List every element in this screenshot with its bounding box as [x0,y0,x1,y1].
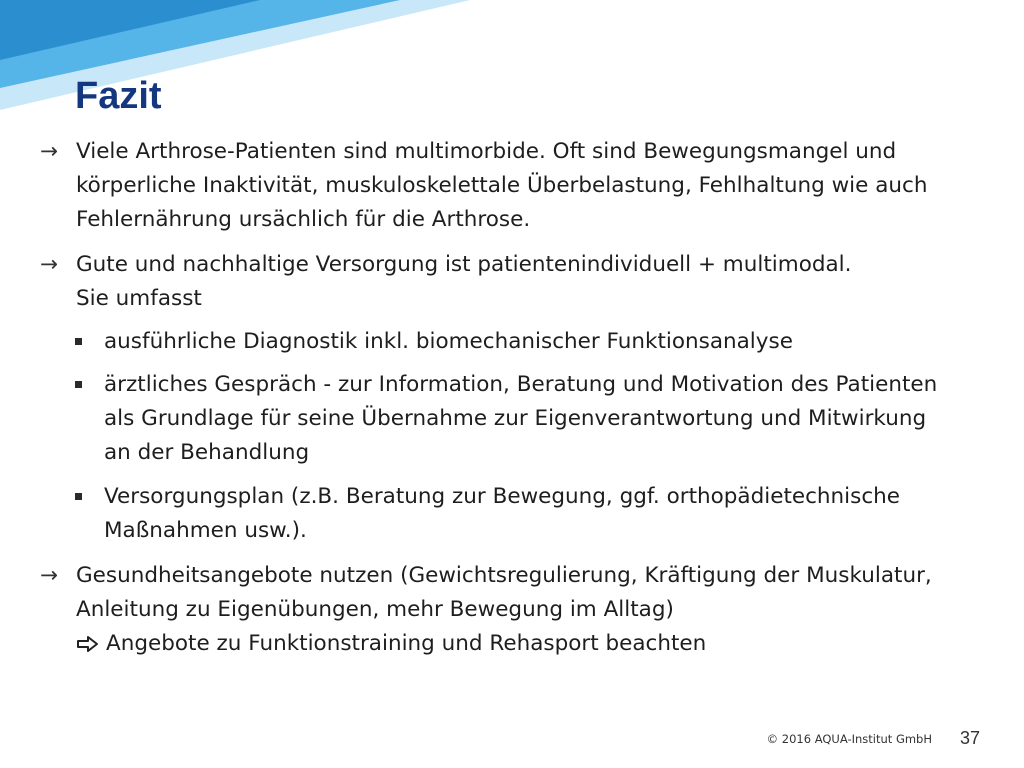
bullet-1-line-3: Fehlernährung ursächlich für die Arthrose. [76,207,531,232]
outline-arrow-icon [76,635,100,653]
bullet-1-line-1: Viele Arthrose-Patienten sind multimorbide. Oft sind Bewegungsmangel und [76,139,897,164]
subitem-3-line-2: Maßnahmen usw.). [104,518,307,543]
page-number: 37 [960,728,981,748]
square-bullet-icon [75,338,82,345]
bullet-1-line-2: körperliche Inaktivität, muskuloskelettale Überbelastung, Fehlhaltung wie auch [76,173,928,198]
subitem-2-line-1: ärztliches Gespräch - zur Information, Beratung und Motivation des Patienten [104,372,938,397]
page-title: Fazit [75,75,162,117]
bullet-3-line-3-text: Angebote zu Funktionstraining und Rehasport beachten [106,631,707,656]
bullet-3-line-3 [76,627,706,661]
square-bullet-icon [75,493,82,500]
copyright-footer: © 2016 AQUA-Institut GmbH [766,732,932,746]
bullet-2-line-1: Gute und nachhaltige Versorgung ist patientenindividuell + multimodal. [76,252,852,277]
arrow-bullet-icon: → [40,563,59,588]
square-bullet-icon [75,381,82,388]
bullet-2-line-2: Sie umfasst [76,286,202,311]
subitem-1-line-1: ausführliche Diagnostik inkl. biomechanischer Funktionsanalyse [104,329,793,354]
arrow-bullet-icon: → [40,139,59,164]
subitem-3-line-1: Versorgungsplan (z.B. Beratung zur Bewegung, ggf. orthopädietechnische [104,484,901,509]
subitem-2-line-3: an der Behandlung [104,440,310,465]
bullet-3-line-1: Gesundheitsangebote nutzen (Gewichtsregulierung, Kräftigung der Muskulatur, [76,563,932,588]
arrow-bullet-icon: → [40,252,59,277]
subitem-2-line-2: als Grundlage für seine Übernahme zur Eigenverantwortung und Mitwirkung [104,406,927,431]
bullet-3-line-2: Anleitung zu Eigenübungen, mehr Bewegung im Alltag) [76,597,674,622]
